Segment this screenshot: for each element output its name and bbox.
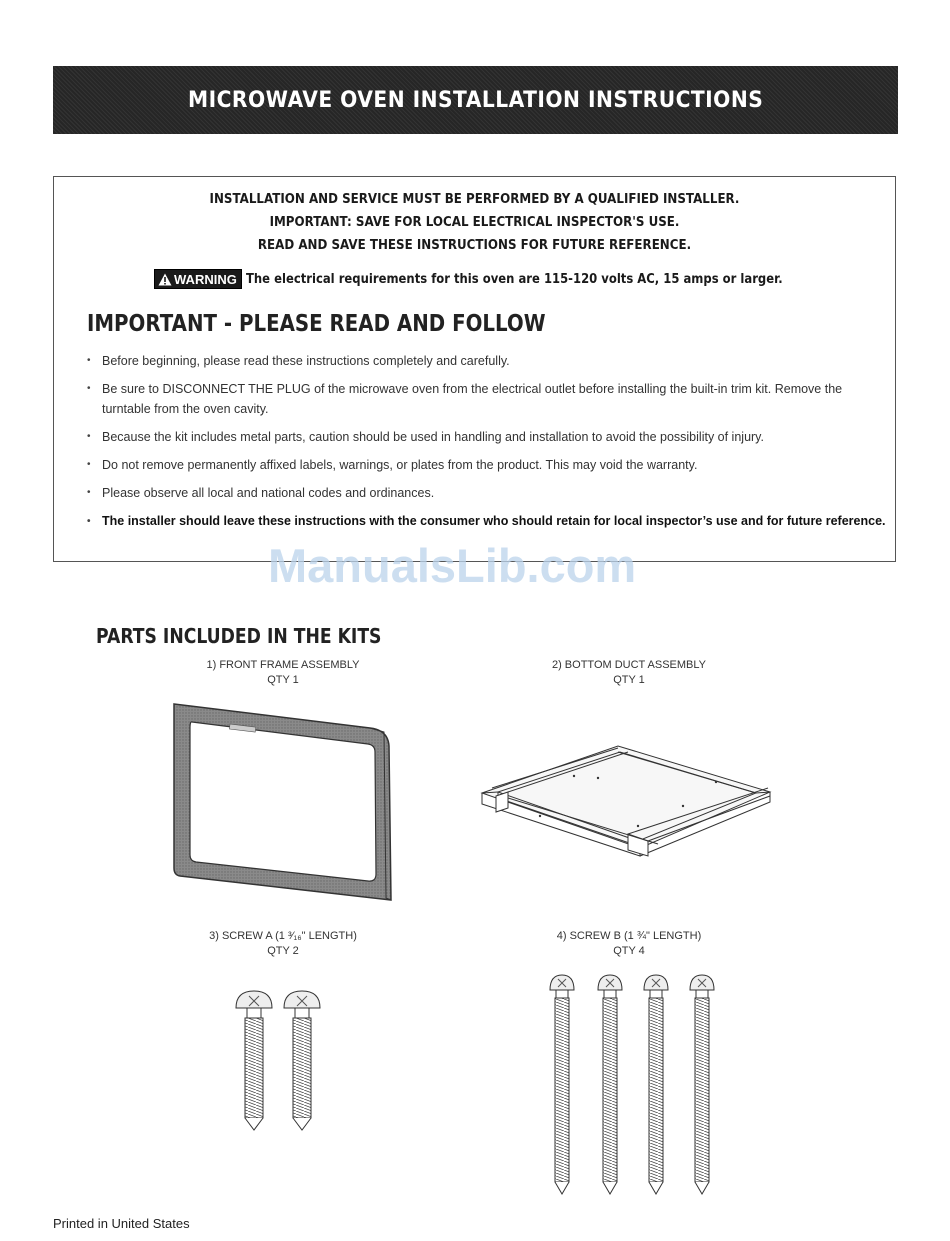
screw-b-icon: [598, 975, 622, 1194]
parts-heading: PARTS INCLUDED IN THE KITS: [96, 624, 382, 648]
part-name: 3) SCREW A (1 ³⁄₁₆" LENGTH): [209, 930, 357, 942]
instruction-item: • Please observe all local and national codes and ordinances.: [87, 483, 887, 503]
part-name: 1) FRONT FRAME ASSEMBLY: [206, 659, 360, 671]
screw-b-icon: [550, 975, 574, 1194]
instruction-item: • Do not remove permanently affixed labels, warnings, or plates from the product. This may void the warranty.: [87, 455, 887, 475]
notice-line-inspector: IMPORTANT: SAVE FOR LOCAL ELECTRICAL INSPECTOR'S USE.: [269, 214, 680, 230]
part-name: 2) BOTTOM DUCT ASSEMBLY: [551, 659, 707, 671]
part-caption-front-frame: [153, 658, 413, 688]
warning-text: The electrical requirements for this oven are 115-120 volts AC, 15 amps or larger.: [245, 271, 783, 287]
instruction-item: • Before beginning, please read these instructions completely and carefully.: [87, 351, 887, 371]
instruction-item: • Because the kit includes metal parts, caution should be used in handling and installation to avoid the possibility of injury.: [87, 427, 887, 447]
screw-b-icon: [690, 975, 714, 1194]
part-qty: QTY 4: [613, 945, 645, 957]
screw-b-icon: [644, 975, 668, 1194]
screw-a-icon: [284, 991, 320, 1130]
safety-notice-box: [53, 176, 896, 562]
warning-triangle-icon: [158, 273, 172, 286]
instruction-list: [87, 351, 887, 540]
title-banner: [53, 66, 898, 134]
bottom-duct-illustration: [478, 738, 776, 858]
part-qty: QTY 1: [267, 674, 299, 686]
footer-print-note: Printed in United States: [53, 1216, 190, 1231]
part-caption-screw-b: [499, 929, 759, 959]
document-title: MICROWAVE OVEN INSTALLATION INSTRUCTIONS: [187, 87, 764, 113]
important-heading: IMPORTANT - PLEASE READ AND FOLLOW: [87, 311, 546, 337]
instruction-item: • The installer should leave these instructions with the consumer who should retain for local inspector’s use and for future reference.: [87, 511, 887, 532]
part-qty: QTY 1: [613, 674, 645, 686]
notice-line-installer: INSTALLATION AND SERVICE MUST BE PERFORMED BY A QUALIFIED INSTALLER.: [209, 191, 740, 207]
warning-row: [154, 269, 870, 289]
part-caption-bottom-duct: [499, 658, 759, 688]
part-caption-screw-a: [153, 929, 413, 959]
warning-label: WARNING: [174, 271, 237, 287]
part-name: 4) SCREW B (1 ¾" LENGTH): [556, 930, 702, 942]
part-qty: QTY 2: [267, 945, 299, 957]
watermark: ManualsLib.com: [268, 539, 637, 592]
notice-line-save: READ AND SAVE THESE INSTRUCTIONS FOR FUTURE REFERENCE.: [257, 237, 692, 253]
warning-badge: [154, 269, 242, 289]
instruction-item: • Be sure to DISCONNECT THE PLUG of the microwave oven from the electrical outlet before installing the built-in trim kit. Remove the turntable from the oven cavity.: [87, 379, 887, 419]
front-frame-illustration: [170, 700, 395, 905]
screw-b-illustration: [548, 972, 728, 1197]
screw-a-illustration: [232, 988, 332, 1133]
screw-a-icon: [236, 991, 272, 1130]
